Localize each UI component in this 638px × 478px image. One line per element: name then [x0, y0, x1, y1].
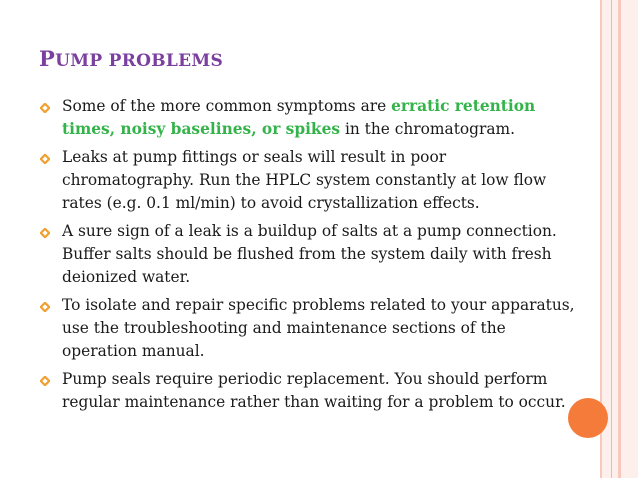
bullet-item: [40, 294, 575, 363]
bullet-text: Pump seals require periodic replacement. You should perform regular maintenance rather than waiting for a problem to occur.: [62, 370, 566, 411]
bullet-text: Some of the more common symptoms are: [62, 97, 392, 115]
slide-title-initial: P: [39, 46, 56, 71]
right-border-line: [611, 0, 612, 478]
hollow-diamond-bullet-icon: [40, 228, 50, 238]
bullet-text: Leaks at pump fittings or seals will result in poor chromatography. Run the HPLC system constantly at low flow rates (e.g. 0.1 ml/min) to avoid crystallization effects.: [62, 148, 547, 212]
slide-title-rest: UMP PROBLEMS: [55, 51, 224, 71]
bullet-text: A sure sign of a leak is a buildup of salts at a pump connection. Buffer salts should be flushed from the system daily with fresh deionized water.: [62, 222, 557, 286]
bullet-item: [40, 368, 575, 414]
bullet-highlight: erratic retention times, noisy baselines, or spikes: [62, 97, 536, 138]
hollow-diamond-bullet-icon: [40, 154, 50, 164]
bullet-text: To isolate and repair specific problems related to your apparatus, use the troubleshooting and maintenance sections of the operation manual.: [62, 296, 575, 360]
bullet-item: [40, 95, 575, 141]
hollow-diamond-bullet-icon: [40, 376, 50, 386]
bullet-list: [40, 95, 575, 419]
hollow-diamond-bullet-icon: [40, 302, 50, 312]
decorative-circle: [568, 398, 608, 438]
hollow-diamond-bullet-icon: [40, 103, 50, 113]
bullet-item: [40, 146, 575, 215]
bullet-text: in the chromatogram.: [340, 120, 516, 138]
bullet-item: [40, 220, 575, 289]
right-border-line: [618, 0, 621, 478]
slide-title: [39, 46, 223, 71]
